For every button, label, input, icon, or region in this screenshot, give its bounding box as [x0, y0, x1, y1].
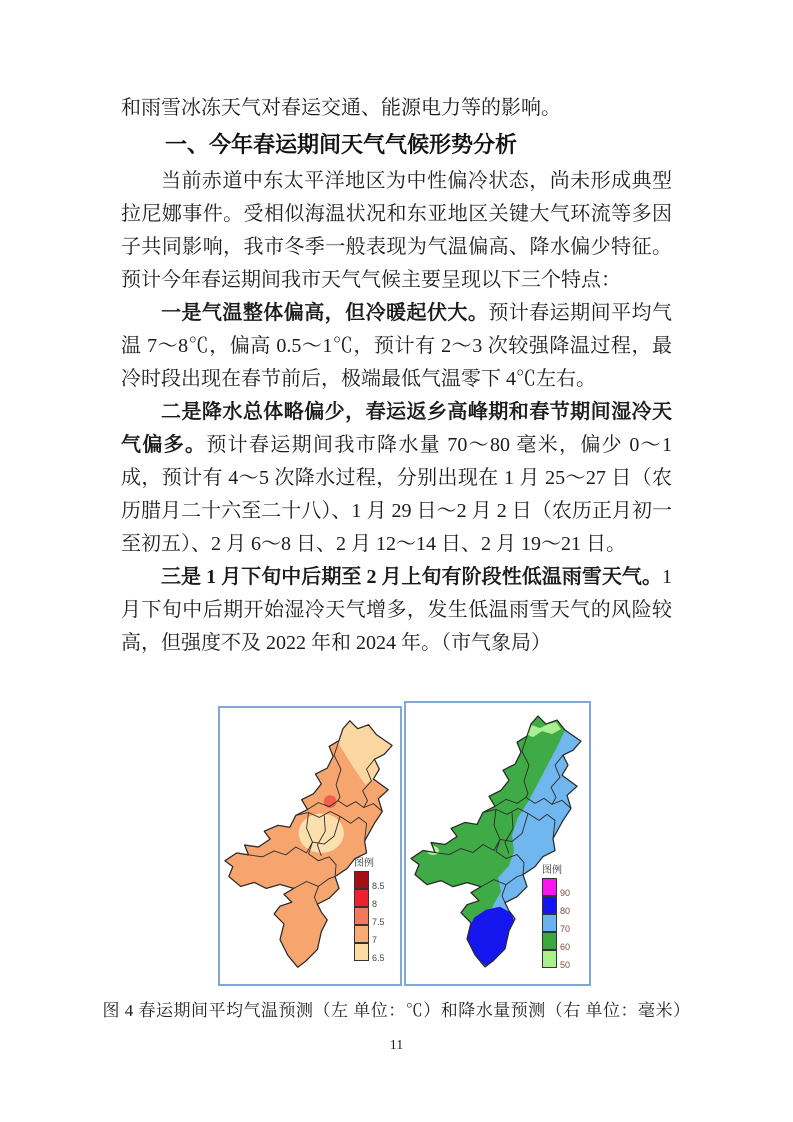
- legend-value: 80: [560, 906, 571, 916]
- paragraph-body: 预计春运期间我市降水量 70～80 毫米，偏少 0～1 成，预计有 4～5 次降水过程，分别出现在 1 月 25～27 日（农历腊月二十六至二十八）、1 月 29 日～2 月 2 日（农历正月初一至初五）、2 月 6～8 日、2 月 12～14 日、2 月 19～21 日。: [121, 434, 673, 555]
- legend-value: 50: [560, 960, 571, 970]
- cooler-spot-west: [270, 813, 282, 823]
- precipitation-legend: [542, 865, 588, 968]
- legend-swatch: [354, 907, 369, 925]
- paragraph-point-3: [121, 561, 672, 660]
- cooler-zone-center: [299, 813, 344, 852]
- figure-caption: 图 4 春运期间平均气温预测（左 单位：℃）和降水量预测（右 单位：毫米）: [102, 1001, 691, 1020]
- legend-swatch: [354, 871, 369, 889]
- legend-title: 图例: [354, 858, 374, 869]
- heavy-rain-coast-patch-1: [572, 812, 583, 830]
- legend-value: 70: [560, 924, 571, 934]
- page-number: 11: [389, 1038, 404, 1053]
- heavy-rain-coast-patch-2: [559, 828, 574, 851]
- paragraph-point-1: [121, 297, 672, 396]
- paragraph-body: 预计春运期间平均气温 7～8℃，偏高 0.5～1℃，预计有 2～3 次较强降温过程，最冷时段出现在春节前后，极端最低气温零下 4℃左右。: [121, 302, 673, 390]
- legend-value: 90: [560, 888, 571, 898]
- legend-value: 8.5: [372, 881, 385, 891]
- legend-swatch: [354, 889, 369, 907]
- document-body: [121, 92, 672, 660]
- legend-value: 6.5: [372, 953, 385, 963]
- legend-value: 60: [560, 942, 571, 952]
- legend-swatch: [354, 925, 369, 943]
- legend-entry: [542, 878, 588, 896]
- paragraph-overview: [121, 165, 672, 297]
- paragraph-body: 1 月下旬中后期开始湿冷天气增多，发生低温雨雪天气的风险较高，但强度不及 2022 年和 2024 年。（市气象局）: [121, 566, 672, 654]
- legend-swatch: [542, 896, 557, 914]
- legend-entry: [354, 925, 400, 943]
- legend-entry: [354, 907, 400, 925]
- legend-entry: [542, 932, 588, 950]
- section-heading: 一、今年春运期间天气气候形势分析: [165, 132, 518, 157]
- legend-swatch: [542, 932, 557, 950]
- legend-entry: [542, 914, 588, 932]
- legend-entry: [354, 943, 400, 961]
- legend-entry: [542, 950, 588, 968]
- legend-entry: [354, 889, 400, 907]
- legend-value: 7.5: [372, 917, 385, 927]
- precipitation-map: [404, 701, 591, 986]
- paragraph-body: 当前赤道中东太平洋地区为中性偏冷状态，尚未形成典型拉尼娜事件。受相似海温状况和东亚地区关键大气环流等多因子共同影响，我市冬季一般表现为气温偏高、降水偏少特征。预计今年春运期间我市天气气候主要呈现以下三个特点：: [121, 170, 672, 291]
- legend-swatch: [542, 878, 557, 896]
- legend-swatch: [354, 943, 369, 961]
- paragraph-lead: 二是降水总体略偏少，春运返乡高峰期和春节期间湿冷天气偏多。: [121, 401, 672, 456]
- legend-value: 8: [372, 899, 378, 909]
- legend-swatch: [542, 950, 557, 968]
- legend-swatch: [542, 914, 557, 932]
- legend-entry: [354, 871, 400, 889]
- paragraph-continuation: 和雨雪冰冻天气对春运交通、能源电力等的影响。: [121, 97, 561, 119]
- temperature-map: [218, 706, 402, 986]
- paragraph-lead: 三是 1 月下旬中后期至 2 月上旬有阶段性低温雨雪天气。: [161, 566, 662, 588]
- legend-entry: [542, 896, 588, 914]
- temperature-legend: [354, 858, 400, 961]
- paragraph-point-2: [121, 396, 672, 561]
- paragraph-lead: 一是气温整体偏高，但冷暖起伏大。: [161, 302, 489, 324]
- legend-title: 图例: [542, 865, 562, 876]
- legend-value: 7: [372, 935, 378, 945]
